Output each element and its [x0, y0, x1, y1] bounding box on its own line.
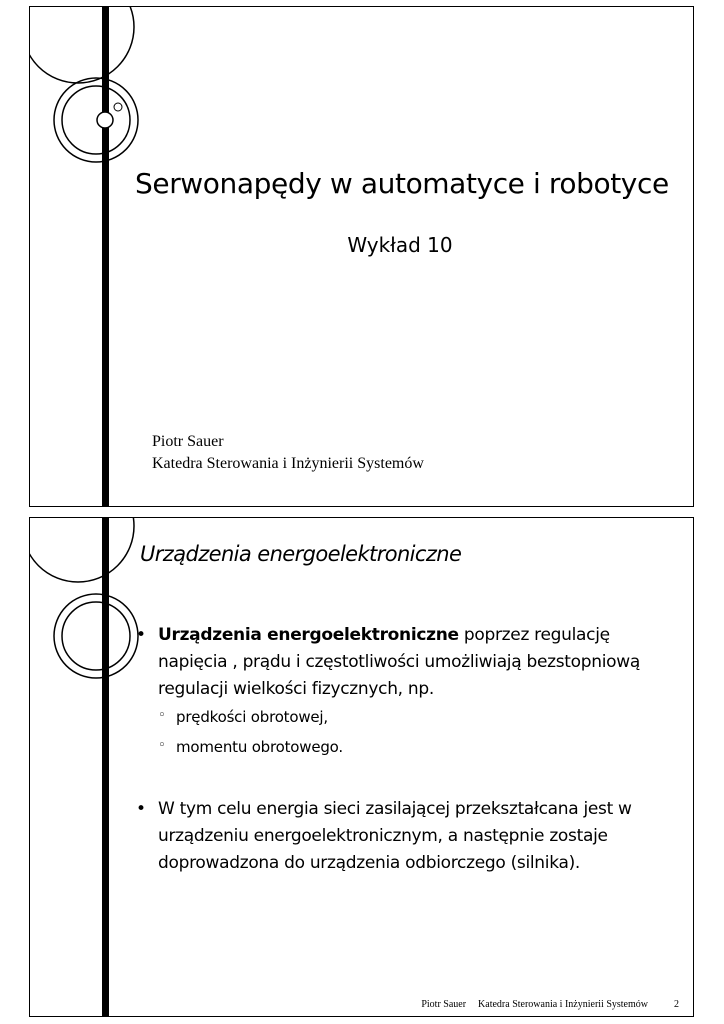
title-slide: [29, 6, 694, 507]
sub-bullet-item: [158, 738, 343, 756]
footer-author: Piotr Sauer: [421, 999, 467, 1010]
bullet-item: [136, 622, 678, 703]
hollow-circle-bullet-icon: ◦: [158, 738, 166, 753]
author-department: Katedra Sterowania i Inżynierii Systemów: [152, 455, 424, 472]
author-block: [152, 431, 424, 475]
hollow-circle-bullet-icon: ◦: [158, 708, 166, 723]
author-name: Piotr Sauer: [152, 433, 224, 450]
footer-department: Katedra Sterowania i Inżynierii Systemów: [478, 999, 648, 1010]
vertical-bar: [102, 7, 109, 506]
slide-subtitle: Wykład 10: [347, 233, 453, 257]
sub-bullet-text: momentu obrotowego.: [176, 738, 343, 756]
bullet-text: poprzez regulację napięcia , prądu i częstotliwości umożliwiają bezstopniową regulacji wielkości fizycznych, np.: [158, 625, 640, 699]
ring-knob-icon: [94, 109, 116, 131]
content-slide: [29, 517, 694, 1017]
bullet-icon: •: [136, 625, 146, 645]
sub-bullet-item: [158, 708, 328, 726]
slide-title: Urządzenia energoelektroniczne: [140, 542, 462, 566]
sub-bullet-text: prędkości obrotowej,: [176, 708, 328, 726]
decorative-circles-icon: [30, 7, 170, 187]
bullet-bold-text: Urządzenia energoelektroniczne: [158, 625, 459, 645]
vertical-bar: [102, 518, 109, 1016]
bullet-icon: •: [136, 799, 146, 819]
bullet-item: [136, 796, 678, 877]
page-number: 2: [674, 999, 679, 1010]
slide-title: Serwonapędy w automatyce i robotyce: [135, 167, 669, 200]
bullet-text: W tym celu energia sieci zasilającej przekształcana jest w urządzeniu energoelektronicznym, a następnie zostaje doprowadzona do urządzenia odbiorczego (silnika).: [158, 799, 632, 873]
slide-footer: [409, 999, 679, 1010]
